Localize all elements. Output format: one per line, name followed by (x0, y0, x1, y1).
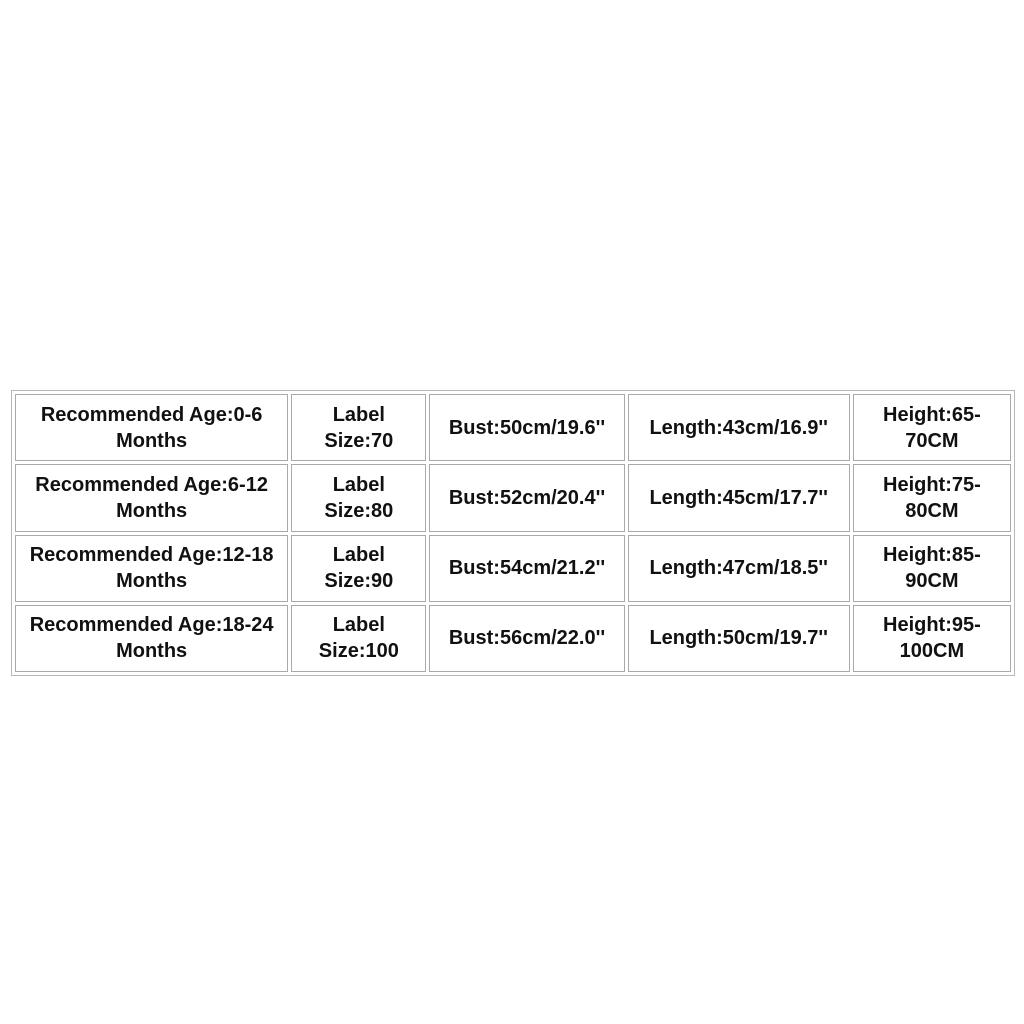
height-cell: Height:75-80CM (853, 464, 1011, 531)
label-size-cell: Label Size:100 (291, 605, 426, 672)
size-chart-table (12, 391, 1014, 675)
label-size-cell: Label Size:80 (291, 464, 426, 531)
label-size-cell: Label Size:90 (291, 535, 426, 602)
age-cell: Recommended Age:12-18 Months (15, 535, 288, 602)
bust-cell: Bust:52cm/20.4'' (429, 464, 624, 531)
label-size-cell: Label Size:70 (291, 394, 426, 461)
height-cell: Height:95-100CM (853, 605, 1011, 672)
size-chart (11, 390, 1015, 676)
bust-cell: Bust:54cm/21.2'' (429, 535, 624, 602)
length-cell: Length:50cm/19.7'' (628, 605, 850, 672)
age-cell: Recommended Age:0-6 Months (15, 394, 288, 461)
height-cell: Height:85-90CM (853, 535, 1011, 602)
age-cell: Recommended Age:6-12 Months (15, 464, 288, 531)
table-row (15, 605, 1011, 672)
age-cell: Recommended Age:18-24 Months (15, 605, 288, 672)
length-cell: Length:47cm/18.5'' (628, 535, 850, 602)
height-cell: Height:65-70CM (853, 394, 1011, 461)
table-row (15, 464, 1011, 531)
bust-cell: Bust:50cm/19.6'' (429, 394, 624, 461)
bust-cell: Bust:56cm/22.0'' (429, 605, 624, 672)
length-cell: Length:43cm/16.9'' (628, 394, 850, 461)
table-row (15, 535, 1011, 602)
table-row (15, 394, 1011, 461)
length-cell: Length:45cm/17.7'' (628, 464, 850, 531)
